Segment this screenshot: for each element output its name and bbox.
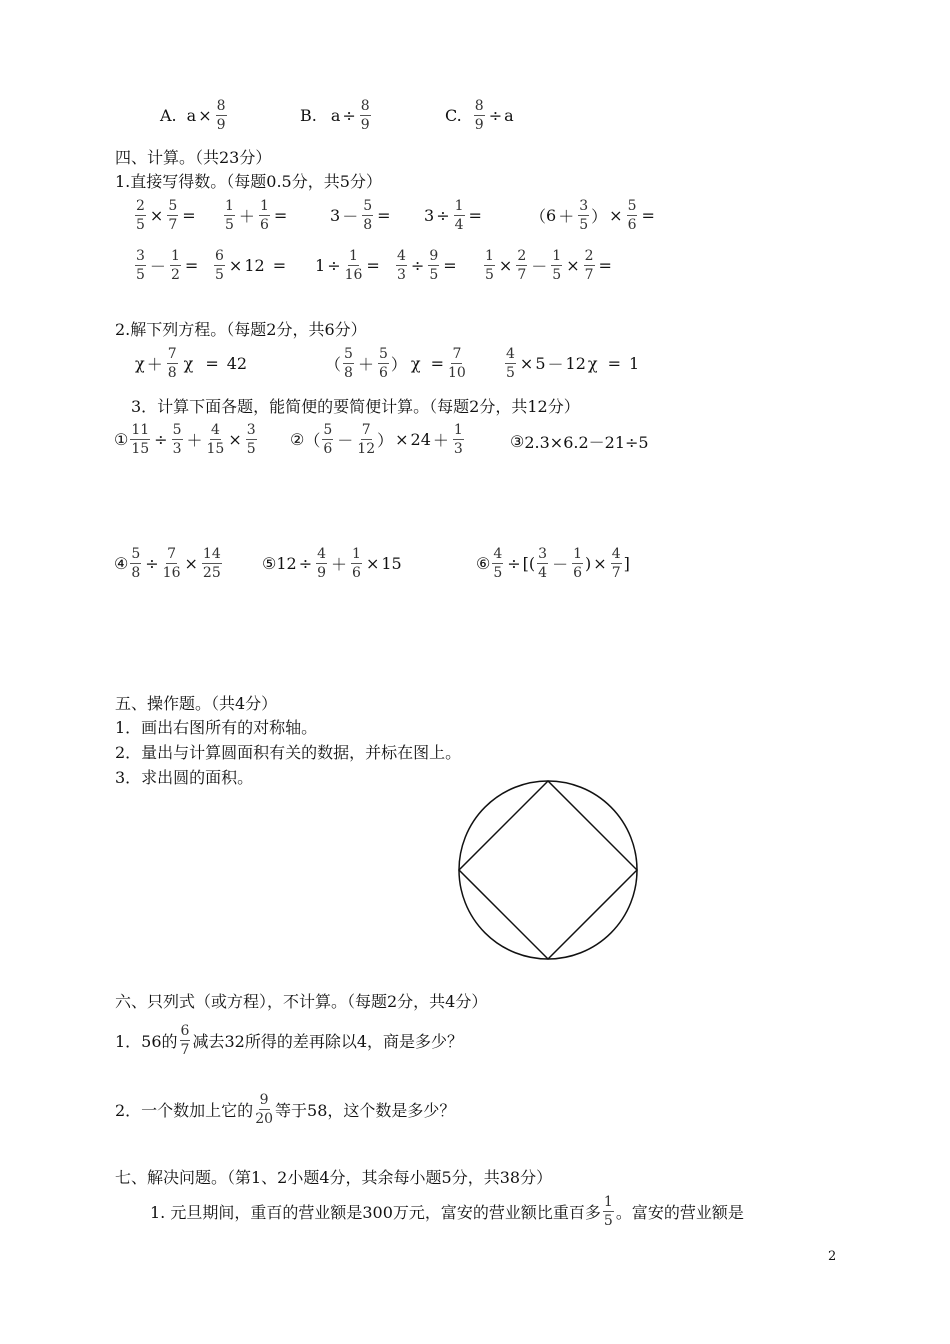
calc-2: ② （ $\frac{5}{6}$ － $\frac{7}{12}$ ） × 24 ＋ $\frac{1}{3}$ [290,422,463,457]
variable: a [186,106,197,125]
equation-2: （ $\frac{5}{8}$ ＋ $\frac{5}{6}$ ） χ = $\frac{7}{10}$ [325,346,466,381]
calc-5: ⑤ 12 ÷ $\frac{4}{9}$ ＋ $\frac{1}{6}$ × 15 [262,546,402,581]
equation-3: $\frac{4}{5}$ × 5 － 12 χ = 1 [506,346,640,381]
variable: a [504,106,514,125]
oral-item: 1 ÷ $\frac{1}{16}$ = [315,248,380,283]
section-5-title: 五、操作题。（共4分） [115,694,278,713]
operator: × [198,106,212,125]
calc-4: ④ $\frac{5}{8}$ ÷ $\frac{7}{16}$ × $\frac{14}{25}$ [114,546,221,581]
variable: a [330,106,341,125]
task-1: 1．画出右图所有的对称轴。 [115,718,318,737]
equation-1: χ ＋ $\frac{7}{8}$ χ = 42 [135,346,248,381]
part-1-title: 1.直接写得数。（每题0.5分，共5分） [115,172,382,191]
choice-c [445,98,514,133]
oral-item: $\frac{1}{5}$ ＋ $\frac{1}{6}$ = [225,198,288,233]
operator: ÷ [342,106,356,125]
fraction: $\frac{8}{9}$ [474,98,484,133]
calc-6: ⑥ $\frac{4}{5}$ ÷ [ ( $\frac{3}{4}$ － $\frac{1}{6}$ ) × $\frac{4}{7}$ ] [476,546,630,581]
choice-a [160,98,229,133]
section-4-title: 四、计算。（共23分） [115,148,272,167]
choice-label: C. [445,106,462,125]
oral-item: $\frac{4}{3}$ ÷ $\frac{9}{5}$ = [397,248,457,283]
oral-item: 3 － $\frac{5}{8}$ = [330,198,391,233]
part-2-title: 2.解下列方程。（每题2分，共6分） [115,320,367,339]
oral-item: $\frac{1}{5}$ × $\frac{2}{7}$ － $\frac{1}{5}$ × $\frac{2}{7}$ = [485,248,612,283]
operator: ÷ [488,106,503,125]
section-6-title: 六、只列式（或方程），不计算。（每题2分，共4分） [115,992,488,1011]
part-3-title: 3．计算下面各题，能简便的要简便计算。（每题2分，共12分） [131,397,580,416]
task-3: 3．求出圆的面积。 [115,768,254,787]
sec6-question-2: 2．一个数加上它的 $\frac{9}{20}$ 等于58，这个数是多少？ [115,1092,456,1127]
circle-square-figure [452,774,644,966]
oral-item: $\frac{3}{5}$ － $\frac{1}{2}$ = [136,248,199,283]
section-7-title: 七、解决问题。（第1、2小题4分，其余每小题5分，共38分） [115,1168,553,1187]
oral-item: $\frac{2}{5}$ × $\frac{5}{7}$ = [136,198,196,233]
fraction: $\frac{8}{9}$ [360,98,370,133]
square-shape [459,781,637,959]
choice-b [300,98,373,133]
calc-3: ③ 2.3×6.2－21÷5 [510,432,649,452]
oral-item: 3 ÷ $\frac{1}{4}$ = [424,198,482,233]
fraction: $\frac{8}{9}$ [216,98,226,133]
calc-1: ① $\frac{11}{15}$ ÷ $\frac{5}{3}$ ＋ $\frac{4}{15}$ × $\frac{3}{5}$ [114,422,256,457]
choice-label: B. [300,106,317,125]
task-2: 2．量出与计算圆面积有关的数据，并标在图上。 [115,743,462,762]
choice-label: A. [160,106,177,125]
sec6-question-1: 1．56的 $\frac{6}{7}$ 减去32所得的差再除以4，商是多少？ [115,1023,464,1058]
page-number: 2 [828,1249,837,1264]
circle-shape [459,781,637,959]
oral-item: （ 6 ＋ $\frac{3}{5}$ ） × $\frac{5}{6}$ = [530,198,655,233]
sec7-question-1: 1. 元旦期间，重百的营业额是300万元，富安的营业额比重百多 $\frac{1}{5}$ 。富安的营业额是 [150,1194,744,1229]
oral-item: $\frac{6}{5}$ × 12 = [215,248,287,283]
